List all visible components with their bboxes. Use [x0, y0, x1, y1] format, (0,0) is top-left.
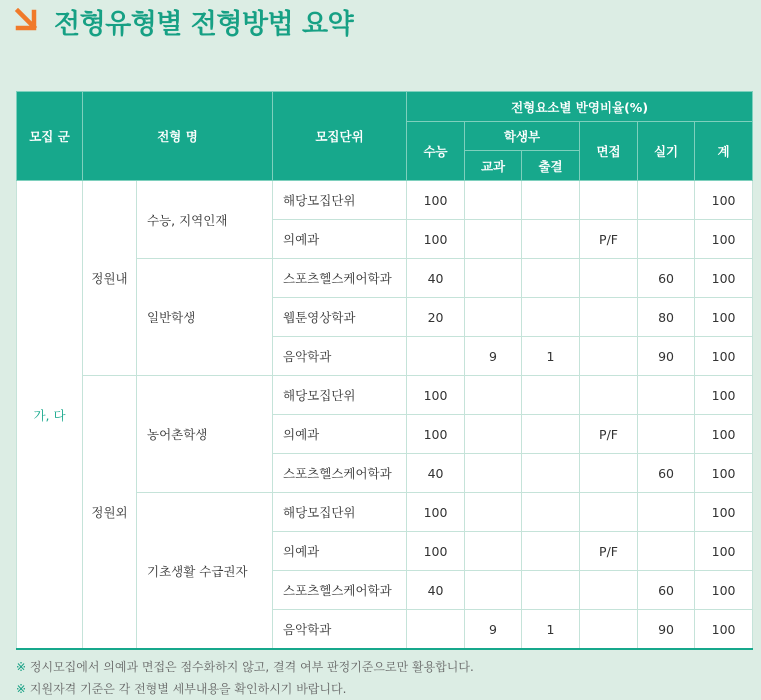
footnote-2-text: 지원자격 기준은 각 전형별 세부내용을 확인하시기 바랍니다.	[29, 682, 347, 696]
practical-cell	[638, 493, 695, 532]
practical-cell	[638, 220, 695, 259]
unit-cell: 해당모집단위	[273, 376, 407, 415]
total-cell: 100	[695, 415, 753, 454]
unit-cell: 의예과	[273, 220, 407, 259]
table-row	[17, 376, 753, 415]
chulgyeol-cell	[522, 571, 580, 610]
note-mark: ※	[16, 660, 27, 674]
practical-cell: 80	[638, 298, 695, 337]
interview-cell	[580, 571, 638, 610]
chulgyeol-cell: 1	[522, 337, 580, 376]
footnote-1-text: 정시모집에서 의예과 면접은 점수화하지 않고, 결격 여부 판정기준으로만 활용합니다.	[29, 660, 474, 674]
gyogwa-cell	[465, 259, 522, 298]
suneung-cell: 100	[407, 220, 465, 259]
unit-cell: 웹툰영상학과	[273, 298, 407, 337]
practical-cell: 60	[638, 259, 695, 298]
interview-cell	[580, 454, 638, 493]
interview-cell: P/F	[580, 532, 638, 571]
footnote-1	[16, 656, 474, 678]
gyogwa-cell	[465, 571, 522, 610]
header-total: 계	[695, 122, 753, 181]
practical-cell	[638, 415, 695, 454]
header-chulgyeol: 출결	[522, 151, 580, 181]
interview-cell	[580, 337, 638, 376]
suneung-cell: 20	[407, 298, 465, 337]
interview-cell	[580, 610, 638, 650]
header-practical: 실기	[638, 122, 695, 181]
unit-cell: 음악학과	[273, 610, 407, 650]
header-unit: 모집단위	[273, 92, 407, 181]
total-cell: 100	[695, 220, 753, 259]
total-cell: 100	[695, 571, 753, 610]
unit-cell: 스포츠헬스케어학과	[273, 259, 407, 298]
practical-cell	[638, 181, 695, 220]
page-title-block	[14, 4, 353, 38]
page-title: 전형유형별 전형방법 요약	[54, 8, 354, 40]
header-gyogwa: 교과	[465, 151, 522, 181]
note-mark: ※	[16, 682, 27, 696]
chulgyeol-cell	[522, 454, 580, 493]
suneung-cell: 40	[407, 259, 465, 298]
gyogwa-cell	[465, 454, 522, 493]
interview-cell	[580, 259, 638, 298]
category-cell-out: 정원외	[83, 376, 137, 650]
chulgyeol-cell	[522, 532, 580, 571]
total-cell: 100	[695, 298, 753, 337]
practical-cell: 60	[638, 454, 695, 493]
suneung-cell: 40	[407, 454, 465, 493]
group-cell: 가, 다	[17, 181, 83, 650]
header-suneung: 수능	[407, 122, 465, 181]
gyogwa-cell	[465, 181, 522, 220]
unit-cell: 음악학과	[273, 337, 407, 376]
interview-cell	[580, 181, 638, 220]
chulgyeol-cell	[522, 259, 580, 298]
header-interview: 면접	[580, 122, 638, 181]
practical-cell	[638, 376, 695, 415]
practical-cell: 60	[638, 571, 695, 610]
chulgyeol-cell	[522, 415, 580, 454]
suneung-cell	[407, 337, 465, 376]
unit-cell: 해당모집단위	[273, 181, 407, 220]
total-cell: 100	[695, 493, 753, 532]
unit-cell: 스포츠헬스케어학과	[273, 571, 407, 610]
arrow-down-right-icon	[14, 8, 40, 34]
subtype-cell: 수능, 지역인재	[137, 181, 273, 259]
total-cell: 100	[695, 376, 753, 415]
interview-cell	[580, 376, 638, 415]
gyogwa-cell	[465, 415, 522, 454]
unit-cell: 스포츠헬스케어학과	[273, 454, 407, 493]
chulgyeol-cell	[522, 376, 580, 415]
selection-summary-table	[16, 91, 753, 650]
header-hakseng: 학생부	[465, 122, 580, 151]
total-cell: 100	[695, 337, 753, 376]
suneung-cell: 100	[407, 376, 465, 415]
header-type: 전형 명	[83, 92, 273, 181]
gyogwa-cell	[465, 220, 522, 259]
gyogwa-cell: 9	[465, 337, 522, 376]
table-row	[17, 181, 753, 220]
interview-cell: P/F	[580, 415, 638, 454]
subtype-cell: 일반학생	[137, 259, 273, 376]
suneung-cell	[407, 610, 465, 650]
suneung-cell: 100	[407, 493, 465, 532]
total-cell: 100	[695, 454, 753, 493]
suneung-cell: 100	[407, 181, 465, 220]
chulgyeol-cell	[522, 181, 580, 220]
unit-cell: 의예과	[273, 415, 407, 454]
chulgyeol-cell	[522, 298, 580, 337]
practical-cell: 90	[638, 337, 695, 376]
interview-cell	[580, 493, 638, 532]
header-group: 모집 군	[17, 92, 83, 181]
header-ratio: 전형요소별 반영비율(%)	[407, 92, 753, 122]
gyogwa-cell	[465, 298, 522, 337]
unit-cell: 해당모집단위	[273, 493, 407, 532]
chulgyeol-cell: 1	[522, 610, 580, 650]
interview-cell: P/F	[580, 220, 638, 259]
gyogwa-cell	[465, 532, 522, 571]
category-cell-in: 정원내	[83, 181, 137, 376]
footnotes	[16, 656, 474, 700]
total-cell: 100	[695, 610, 753, 650]
header-row-1	[17, 92, 753, 122]
total-cell: 100	[695, 259, 753, 298]
gyogwa-cell	[465, 376, 522, 415]
practical-cell	[638, 532, 695, 571]
gyogwa-cell: 9	[465, 610, 522, 650]
practical-cell: 90	[638, 610, 695, 650]
subtype-cell: 기초생활 수급권자	[137, 493, 273, 650]
suneung-cell: 100	[407, 532, 465, 571]
chulgyeol-cell	[522, 493, 580, 532]
unit-cell: 의예과	[273, 532, 407, 571]
suneung-cell: 40	[407, 571, 465, 610]
suneung-cell: 100	[407, 415, 465, 454]
footnote-2	[16, 678, 474, 700]
gyogwa-cell	[465, 493, 522, 532]
total-cell: 100	[695, 532, 753, 571]
interview-cell	[580, 298, 638, 337]
chulgyeol-cell	[522, 220, 580, 259]
subtype-cell: 농어촌학생	[137, 376, 273, 493]
total-cell: 100	[695, 181, 753, 220]
